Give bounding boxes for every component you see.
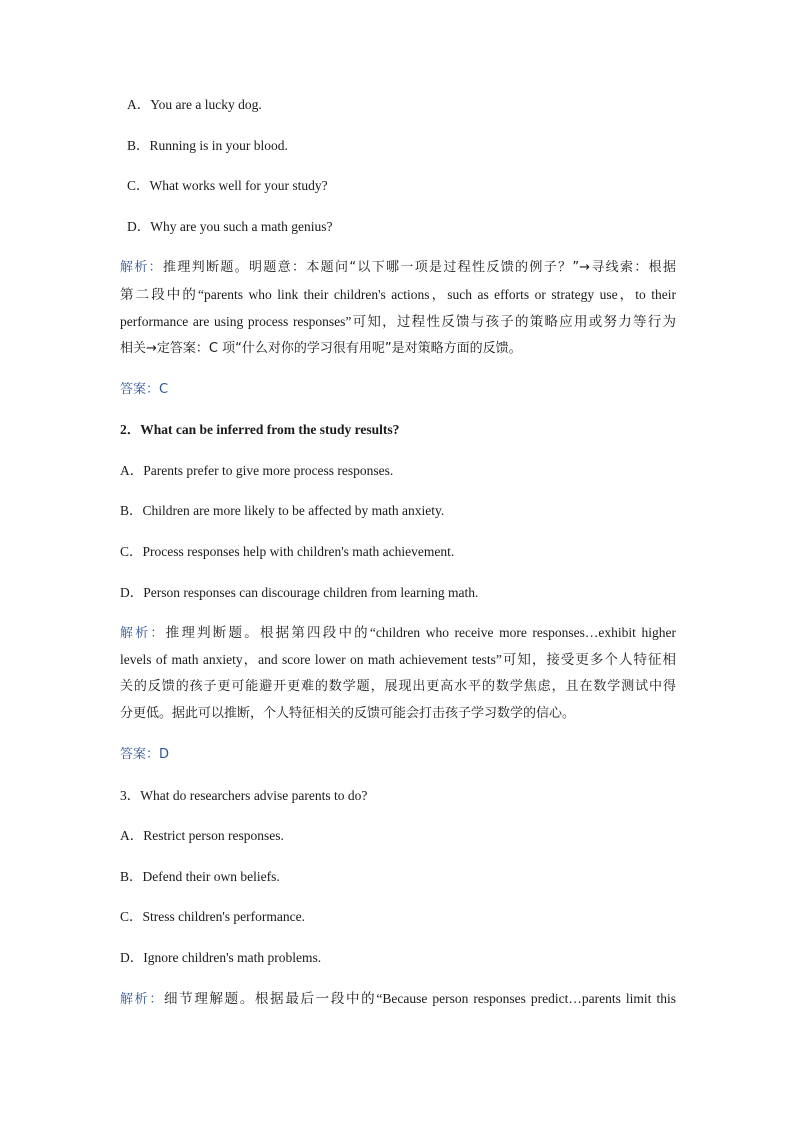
q1-analysis-line-3: performance are using process responses”可知，过程性反馈与孩子的策略应用或努力等行为: [120, 314, 676, 329]
q2-analysis-line-2: levels of math anxiety，and score lower on math achievement tests”可知，接受更多个人特征相: [120, 652, 676, 667]
q1-answer: 答案：C: [120, 382, 169, 397]
q1-analysis-line-2: 第二段中的“parents who link their children's actions，such as efforts or strategy use，to their: [120, 287, 676, 302]
q1-analysis-line-4: 相关→定答案：C 项“什么对你的学习很有用呢”是对策略方面的反馈。: [120, 341, 522, 356]
q1-option-a: A．You are a lucky dog.: [127, 97, 262, 112]
q3-option-b: B．Defend their own beliefs.: [120, 869, 280, 884]
q2-question: 2．What can be inferred from the study results?: [120, 422, 400, 437]
q2-option-b: B．Children are more likely to be affected by math anxiety.: [120, 503, 445, 518]
q1-option-c: C．What works well for your study?: [127, 178, 328, 193]
q2-analysis-line-4: 分更低。据此可以推断，个人特征相关的反馈可能会打击孩子学习数学的信心。: [120, 706, 576, 721]
q2-analysis-line-3: 关的反馈的孩子更可能避开更难的数学题，展现出更高水平的数学焦虑，且在数学测试中得: [120, 679, 676, 694]
q3-question: 3．What do researchers advise parents to do?: [120, 788, 368, 803]
q2-option-a: A．Parents prefer to give more process responses.: [120, 463, 394, 478]
q2-analysis-label: 解析：: [120, 626, 166, 641]
q3-analysis-line-1: 解析：细节理解题。根据最后一段中的“Because person responses predict…parents limit this: [120, 991, 676, 1007]
q2-answer: 答案：D: [120, 747, 170, 762]
q2-analysis-line-1: 解析：推理判断题。根据第四段中的“children who receive more responses…exhibit higher: [120, 625, 676, 641]
q3-analysis-label: 解析：: [120, 992, 165, 1007]
q1-option-b: B．Running is in your blood.: [127, 138, 288, 153]
q3-option-a: A．Restrict person responses.: [120, 828, 284, 843]
q1-analysis-label: 解析：: [120, 260, 163, 275]
q3-option-d: D．Ignore children's math problems.: [120, 950, 322, 965]
q1-option-d: D．Why are you such a math genius?: [127, 219, 333, 234]
q3-option-c: C．Stress children's performance.: [120, 909, 306, 924]
q2-option-d: D．Person responses can discourage children from learning math.: [120, 585, 479, 600]
q1-analysis-line-1: 解析：推理判断题。明题意：本题问“以下哪一项是过程性反馈的例子？”→寻线索：根据: [120, 260, 676, 275]
q2-option-c: C．Process responses help with children's math achievement.: [120, 544, 455, 559]
